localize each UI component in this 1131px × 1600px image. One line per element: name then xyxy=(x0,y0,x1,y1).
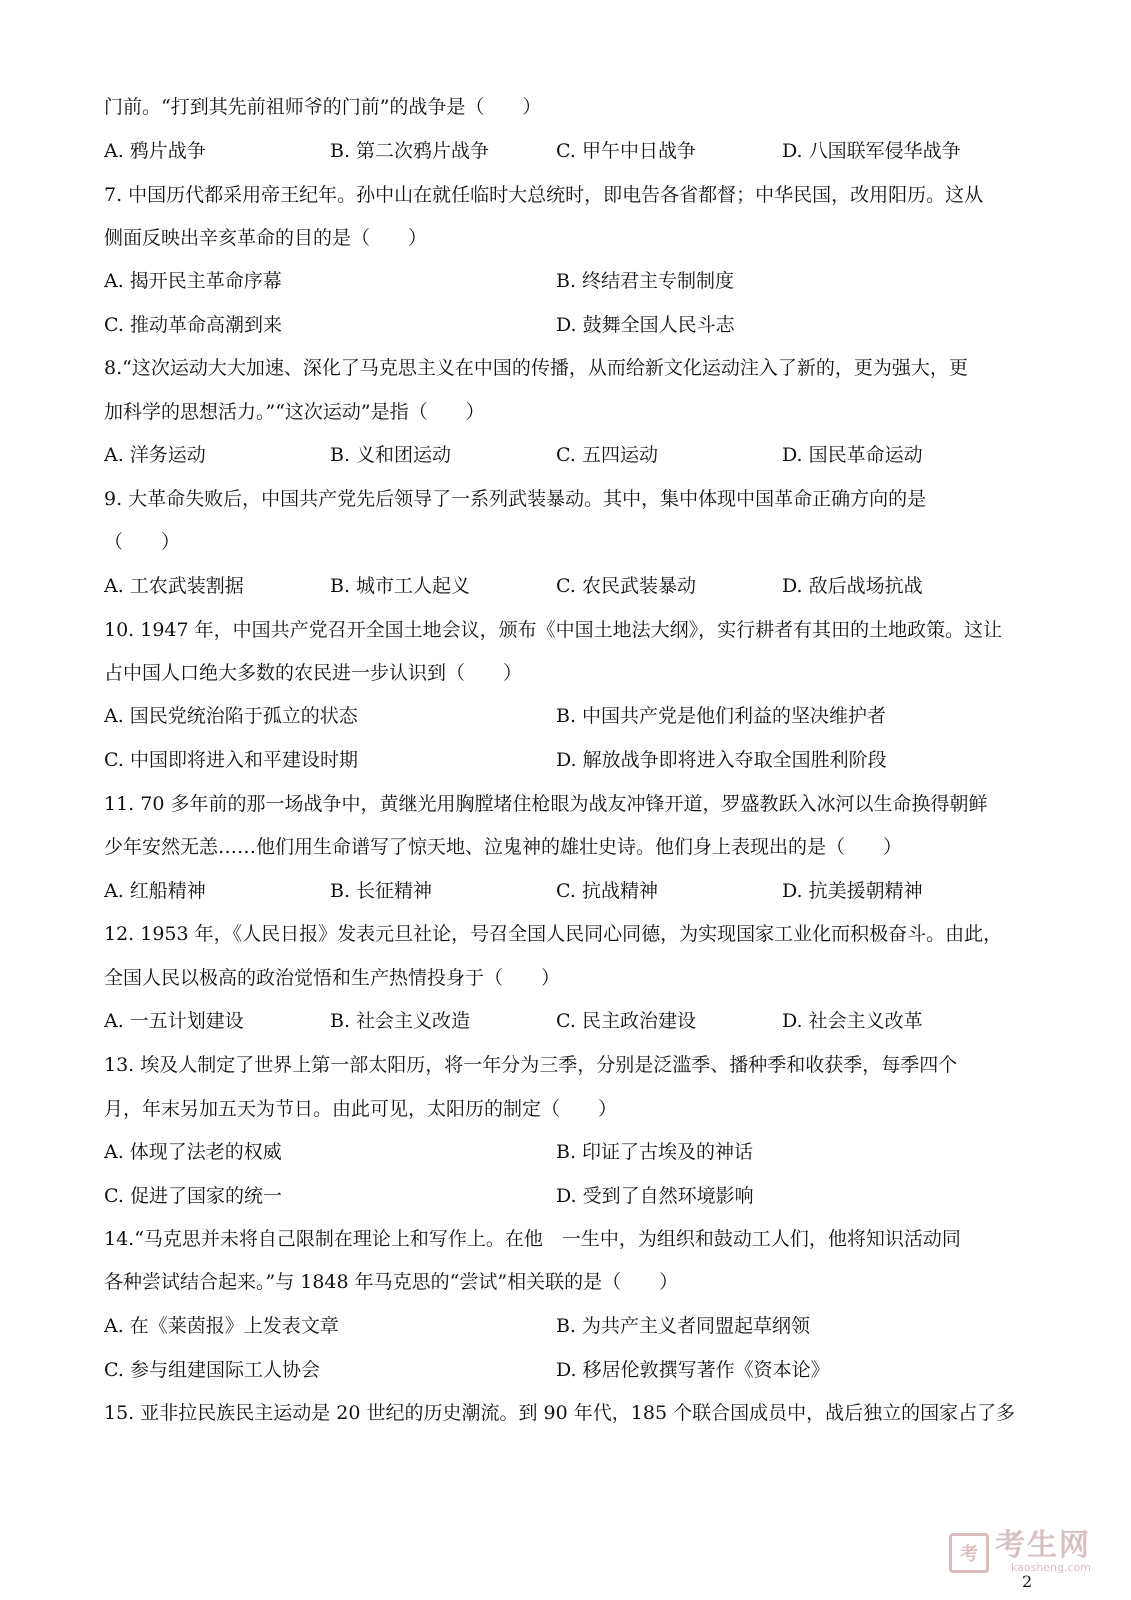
option-a: A. 体现了法老的权威 xyxy=(104,1141,282,1163)
question-line: 11. 70 多年前的那一场战争中，黄继光用胸膛堵住枪眼为战友冲锋开道，罗盛教跃入冰河以生命换得朝鲜 xyxy=(104,793,988,815)
option-b: B. 义和团运动 xyxy=(330,444,452,466)
option-a: A. 红船精神 xyxy=(104,880,206,902)
option-d: D. 移居伦敦撰写著作《资本论》 xyxy=(556,1359,830,1381)
option-b: B. 社会主义改造 xyxy=(330,1010,471,1032)
option-c: C. 推动革命高潮到来 xyxy=(104,314,282,336)
option-d: D. 受到了自然环境影响 xyxy=(556,1185,754,1207)
watermark-url: kaosheng.com xyxy=(1010,1561,1091,1574)
question-line: 7. 中国历代都采用帝王纪年。孙中山在就任临时大总统时，即电告各省都督；中华民国，改用阳历。这从 xyxy=(104,184,984,206)
option-b: B. 长征精神 xyxy=(330,880,433,902)
question-line: 各种尝试结合起来。”与 1848 年马克思的“尝试”相关联的是（ ） xyxy=(104,1271,679,1293)
option-d: D. 八国联军侵华战争 xyxy=(782,140,961,162)
question-line: 门前。“打到其先前祖师爷的门前”的战争是（ ） xyxy=(104,96,542,118)
option-a: A. 揭开民主革命序幕 xyxy=(104,270,282,292)
option-a: A. 在《莱茵报》上发表文章 xyxy=(104,1315,339,1337)
option-d: D. 国民革命运动 xyxy=(782,444,923,466)
option-b: B. 印证了古埃及的神话 xyxy=(556,1141,754,1163)
question-line: 10. 1947 年，中国共产党召开全国土地会议，颁布《中国土地法大纲》，实行耕者有其田的土地政策。这让 xyxy=(104,619,1003,641)
option-c: C. 民主政治建设 xyxy=(556,1010,696,1032)
question-line: 13. 埃及人制定了世界上第一部太阳历，将一年分为三季，分别是泛滥季、播种季和收获季，每季四个 xyxy=(104,1054,958,1076)
question-line: 12. 1953 年，《人民日报》发表元旦社论，号召全国人民同心同德，为实现国家工业化而积极奋斗。由此， xyxy=(104,923,1003,945)
option-b: B. 终结君主专制制度 xyxy=(556,270,735,292)
option-d: D. 鼓舞全国人民斗志 xyxy=(556,314,735,336)
option-d: D. 敌后战场抗战 xyxy=(782,575,923,597)
watermark xyxy=(949,1528,1091,1574)
watermark-name: 考生网 xyxy=(995,1528,1091,1563)
question-line: 9. 大革命失败后，中国共产党先后领导了一系列武装暴动。其中，集中体现中国革命正确方向的是 xyxy=(104,488,927,510)
option-c: C. 参与组建国际工人协会 xyxy=(104,1359,320,1381)
question-line: 月，年末另加五天为节日。由此可见，太阳历的制定（ ） xyxy=(104,1098,618,1120)
question-line: （ ） xyxy=(104,531,181,553)
option-a: A. 一五计划建设 xyxy=(104,1010,244,1032)
option-d: D. 社会主义改革 xyxy=(782,1010,923,1032)
question-line: 全国人民以极高的政治觉悟和生产热情投身于（ ） xyxy=(104,967,561,989)
question-line: 14.“马克思并未将自己限制在理论上和写作上。在他 一生中，为组织和鼓动工人们，他将知识活动同 xyxy=(104,1228,961,1250)
option-b: B. 中国共产党是他们利益的坚决维护者 xyxy=(556,705,887,727)
option-b: B. 为共产主义者同盟起草纲领 xyxy=(556,1315,811,1337)
option-c: C. 农民武装暴动 xyxy=(556,575,696,597)
question-line: 15. 亚非拉民族民主运动是 20 世纪的历史潮流。到 90 年代，185 个联合国成员中，战后独立的国家占了多 xyxy=(104,1402,1016,1424)
option-c: C. 促进了国家的统一 xyxy=(104,1185,282,1207)
option-c: C. 甲午中日战争 xyxy=(556,140,696,162)
question-line: 占中国人口绝大多数的农民进一步认识到（ ） xyxy=(104,662,523,684)
option-d: D. 抗美援朝精神 xyxy=(782,880,923,902)
option-c: C. 中国即将进入和平建设时期 xyxy=(104,749,358,771)
option-b: B. 城市工人起义 xyxy=(330,575,471,597)
question-line: 加科学的思想活力。”“这次运动”是指（ ） xyxy=(104,401,485,423)
option-a: A. 工农武装割据 xyxy=(104,575,244,597)
option-c: C. 抗战精神 xyxy=(556,880,658,902)
question-line: 8.“这次运动大大加速、深化了马克思主义在中国的传播，从而给新文化运动注入了新的，更为强大，更 xyxy=(104,357,968,379)
option-a: A. 国民党统治陷于孤立的状态 xyxy=(104,705,358,727)
option-a: A. 鸦片战争 xyxy=(104,140,206,162)
question-line: 少年安然无恙……他们用生命谱写了惊天地、泣鬼神的雄壮史诗。他们身上表现出的是（ ） xyxy=(104,836,903,858)
question-line: 侧面反映出辛亥革命的目的是（ ） xyxy=(104,227,428,249)
option-b: B. 第二次鸦片战争 xyxy=(330,140,490,162)
page-number: 2 xyxy=(1022,1572,1033,1591)
option-a: A. 洋务运动 xyxy=(104,444,206,466)
watermark-logo-icon: 考 xyxy=(949,1533,989,1573)
option-c: C. 五四运动 xyxy=(556,444,658,466)
option-d: D. 解放战争即将进入夺取全国胜利阶段 xyxy=(556,749,887,771)
